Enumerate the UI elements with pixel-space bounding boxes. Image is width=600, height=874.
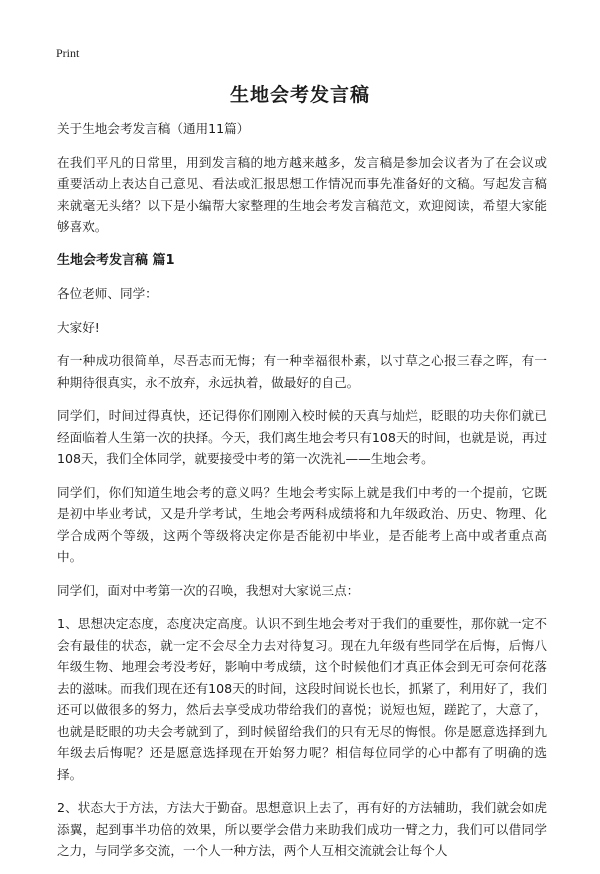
article-body	[57, 118, 547, 874]
body-paragraph: 同学们，面对中考第一次的召唤，我想对大家说三点：	[57, 582, 360, 598]
section-heading: 生地会考发言稿 篇1	[57, 252, 175, 268]
body-paragraph: 1、思想决定态度，态度决定高度。认识不到生地会考对于我们的重要性，那你就一定不会有最佳的状态，就一定不会尽全力去对待复习。现在九年级有些同学在后悔，后悔八年级生物、地理会考没考好，影响中考成绩，这个时候他们才真正体会到无可奈何花落去的滋味。而我们现在还有108天的时间，这段时间说长也长，抓紧了，利用好了，我们还可以做很多的努力，然后去享受成功带给我们的喜悦；说短也短，蹉跎了，大意了，也就是眨眼的功夫会考就到了，到时候留给我们的只有无尽的悔恨。你是愿意选择到九年级去后悔呢？还是愿意选择现在开始努力呢？相信每位同学的心中都有了明确的选择。	[57, 616, 548, 782]
intro-paragraph: 在我们平凡的日常里，用到发言稿的地方越来越多，发言稿是参加会议者为了在会议或重要活动上表达自己意见、看法或汇报思想工作情况而事先准备好的文稿。写起发言稿来就毫无头绪？以下是小编帮大家整理的生地会考发言稿范文，欢迎阅读，希望大家能够喜欢。	[57, 154, 547, 234]
body-paragraph: 同学们，你们知道生地会考的意义吗？生地会考实际上就是我们中考的一个提前，它既是初中毕业考试，又是升学考试，生地会考两科成绩将和九年级政治、历史、物理、化学合成两个等级，这两个等级将决定你是否能初中毕业，是否能考上高中或者重点高中。	[57, 484, 547, 564]
body-paragraph: 同学们，时间过得真快，还记得你们刚刚入校时候的天真与灿烂，眨眼的功夫你们就已经面临着人生第一次的抉择。今天，我们离生地会考只有108天的时间，也就是说，再过108天，我们全体同学，就要接受中考的第一次洗礼——生地会考。	[57, 408, 548, 466]
article-subtitle: 关于生地会考发言稿（通用11篇）	[57, 121, 250, 136]
body-paragraph: 有一种成功很简单，尽吾志而无悔；有一种幸福很朴素，以寸草之心报三春之晖，有一种期待很真实，永不放弃，永远执着，做最好的自己。	[57, 353, 547, 390]
page-title: 生地会考发言稿	[229, 84, 370, 106]
greeting-paragraph: 各位老师、同学：	[57, 286, 158, 301]
print-link[interactable]: Print	[56, 46, 80, 60]
body-paragraph: 2、状态大于方法，方法大于勤奋。思想意识上去了，再有好的方法辅助，我们就会如虎添翼，起到事半功倍的效果，所以要学会借力来助我们成功一臂之力，我们可以借同学之力，与同学多交流，一个人一种方法，两个人互相交流就会让每个人	[57, 800, 547, 858]
hello-paragraph: 大家好!	[57, 319, 100, 335]
